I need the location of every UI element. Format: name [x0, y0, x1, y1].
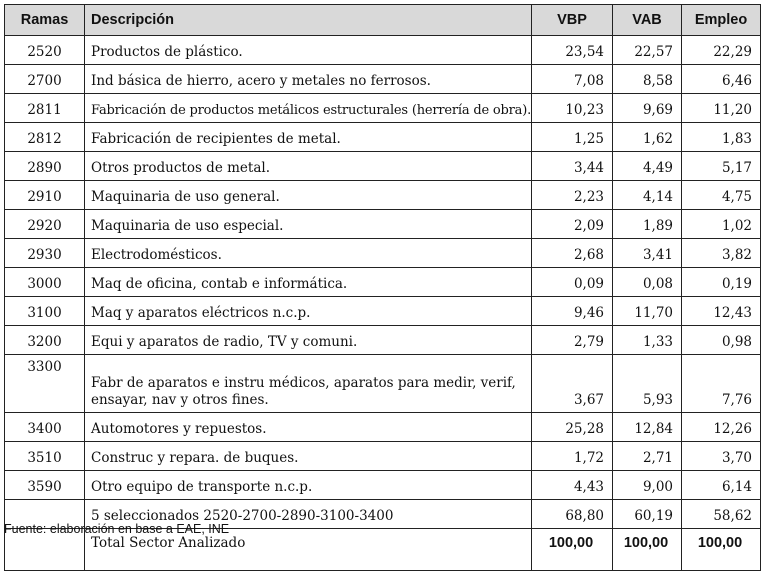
table-row [5, 442, 761, 471]
cell-vab: 5,93 [613, 355, 682, 413]
cell-rama: 3510 [5, 442, 85, 471]
table-row [5, 152, 761, 181]
cell-empleo: 22,29 [682, 36, 761, 65]
cell-empleo: 12,43 [682, 297, 761, 326]
cell-empleo: 0,19 [682, 268, 761, 297]
table-row [5, 413, 761, 442]
cell-vbp: 2,68 [532, 239, 613, 268]
cell-vbp: 2,79 [532, 326, 613, 355]
cell-empleo: 1,02 [682, 210, 761, 239]
cell-vbp: 23,54 [532, 36, 613, 65]
table-row [5, 355, 761, 413]
cell-desc: Otro equipo de transporte n.c.p. [85, 471, 532, 500]
cell-desc: Electrodomésticos. [85, 239, 532, 268]
header-ramas: Ramas [5, 5, 85, 36]
data-table-wrapper [4, 4, 761, 571]
cell-rama: 2920 [5, 210, 85, 239]
cell-vab: 3,41 [613, 239, 682, 268]
cell-empleo: 6,46 [682, 65, 761, 94]
table-row [5, 181, 761, 210]
cell-vab: 1,62 [613, 123, 682, 152]
cell-vab: 12,84 [613, 413, 682, 442]
cell-empleo: 1,83 [682, 123, 761, 152]
cell-vbp: 2,23 [532, 181, 613, 210]
cell-vab: 9,00 [613, 471, 682, 500]
cell-vab: 1,33 [613, 326, 682, 355]
cell-desc: Maquinaria de uso especial. [85, 210, 532, 239]
cell-empleo: 58,62 [682, 500, 761, 529]
header-empleo: Empleo [682, 5, 761, 36]
source-note: Fuente: elaboración en base a EAE, INE [4, 522, 230, 536]
cell-desc-line: Fabr de aparatos e instru médicos, aparatos para medir, verif, [91, 375, 516, 391]
header-row [5, 5, 761, 36]
header-descripcion: Descripción [85, 5, 532, 36]
cell-desc: Maq de oficina, contab e informática. [85, 268, 532, 297]
cell-empleo: 4,75 [682, 181, 761, 210]
cell-vbp: 3,67 [532, 355, 613, 413]
cell-desc: Productos de plástico. [85, 36, 532, 65]
cell-desc: Fabricación de productos metálicos estructurales (herrería de obra). [85, 94, 532, 123]
cell-vab: 22,57 [613, 36, 682, 65]
cell-desc: Maq y aparatos eléctricos n.c.p. [85, 297, 532, 326]
cell-desc [85, 355, 532, 413]
cell-empleo: 11,20 [682, 94, 761, 123]
cell-desc: Ind básica de hierro, acero y metales no ferrosos. [85, 65, 532, 94]
cell-vbp: 2,09 [532, 210, 613, 239]
cell-desc: 5 seleccionados 2520-2700-2890-3100-3400 [85, 500, 532, 529]
table-row [5, 210, 761, 239]
table-row [5, 326, 761, 355]
cell-vbp: 68,80 [532, 500, 613, 529]
cell-vbp: 1,72 [532, 442, 613, 471]
cell-vbp: 9,46 [532, 297, 613, 326]
cell-vab: 4,14 [613, 181, 682, 210]
cell-rama: 3100 [5, 297, 85, 326]
cell-vab: 100,00 [613, 529, 682, 571]
cell-desc: Automotores y repuestos. [85, 413, 532, 442]
cell-vab: 4,49 [613, 152, 682, 181]
cell-rama: 3300 [5, 355, 85, 413]
cell-empleo: 7,76 [682, 355, 761, 413]
cell-vab: 8,58 [613, 65, 682, 94]
cell-rama: 2890 [5, 152, 85, 181]
cell-rama: 2811 [5, 94, 85, 123]
cell-vbp: 100,00 [532, 529, 613, 571]
cell-desc-line: ensayar, nav y otros fines. [91, 392, 269, 408]
cell-vab: 60,19 [613, 500, 682, 529]
table-row [5, 471, 761, 500]
cell-desc: Construc y repara. de buques. [85, 442, 532, 471]
cell-vab: 2,71 [613, 442, 682, 471]
cell-rama: 2520 [5, 36, 85, 65]
table-row [5, 268, 761, 297]
header-vbp: VBP [532, 5, 613, 36]
cell-rama: 3400 [5, 413, 85, 442]
cell-empleo: 5,17 [682, 152, 761, 181]
cell-desc: Fabricación de recipientes de metal. [85, 123, 532, 152]
cell-empleo: 100,00 [682, 529, 761, 571]
table-row [5, 297, 761, 326]
cell-rama: 2910 [5, 181, 85, 210]
cell-rama: 2812 [5, 123, 85, 152]
header-vab: VAB [613, 5, 682, 36]
cell-vbp: 1,25 [532, 123, 613, 152]
cell-rama: 3200 [5, 326, 85, 355]
cell-vbp: 10,23 [532, 94, 613, 123]
cell-rama: 2700 [5, 65, 85, 94]
cell-rama: 3590 [5, 471, 85, 500]
table-row [5, 239, 761, 268]
cell-vbp: 25,28 [532, 413, 613, 442]
cell-vbp: 4,43 [532, 471, 613, 500]
cell-vab: 1,89 [613, 210, 682, 239]
sector-table [4, 4, 761, 571]
cell-desc: Equi y aparatos de radio, TV y comuni. [85, 326, 532, 355]
cell-vab: 11,70 [613, 297, 682, 326]
table-row [5, 36, 761, 65]
cell-empleo: 3,70 [682, 442, 761, 471]
cell-desc: Otros productos de metal. [85, 152, 532, 181]
cell-empleo: 6,14 [682, 471, 761, 500]
cell-vbp: 0,09 [532, 268, 613, 297]
cell-vab: 0,08 [613, 268, 682, 297]
cell-empleo: 3,82 [682, 239, 761, 268]
cell-rama: 2930 [5, 239, 85, 268]
cell-rama: 3000 [5, 268, 85, 297]
cell-desc: Maquinaria de uso general. [85, 181, 532, 210]
table-row [5, 94, 761, 123]
cell-desc: Total Sector Analizado [85, 529, 532, 571]
table-row [5, 65, 761, 94]
cell-empleo: 0,98 [682, 326, 761, 355]
cell-vbp: 7,08 [532, 65, 613, 94]
cell-empleo: 12,26 [682, 413, 761, 442]
cell-vab: 9,69 [613, 94, 682, 123]
table-row [5, 123, 761, 152]
cell-vbp: 3,44 [532, 152, 613, 181]
